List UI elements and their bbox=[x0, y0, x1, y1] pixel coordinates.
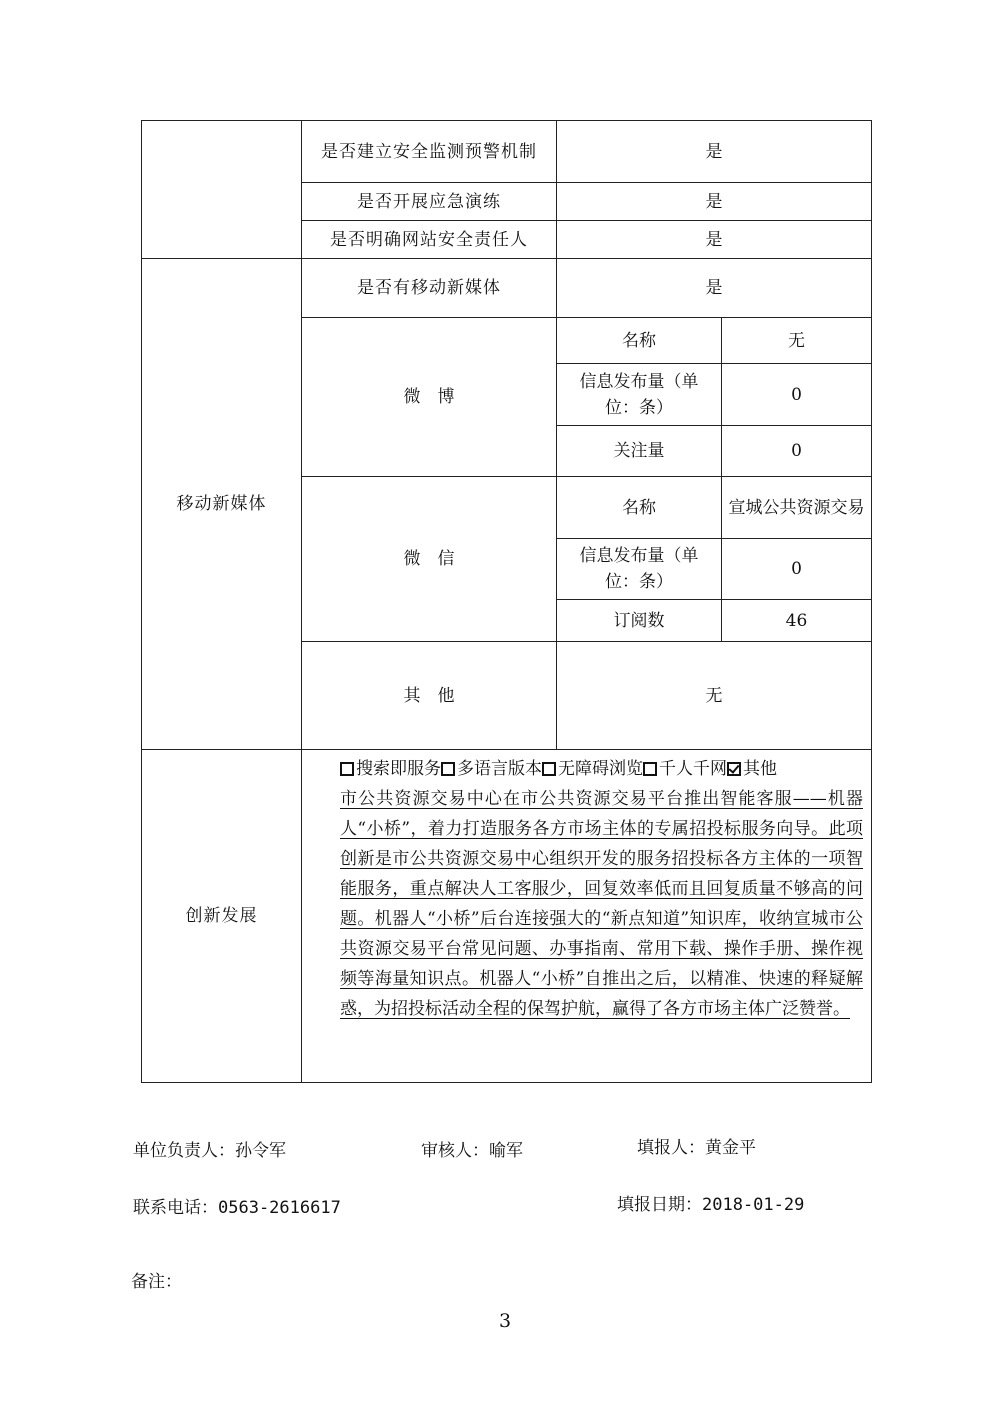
weibo-followers-value: 0 bbox=[722, 426, 872, 477]
other-value: 无 bbox=[557, 642, 872, 750]
report-table bbox=[141, 120, 872, 1083]
wechat-subscribers-label: 订阅数 bbox=[557, 600, 722, 642]
option-personalized[interactable]: 千人千网 bbox=[643, 759, 727, 779]
reviewer: 审核人：喻军 bbox=[421, 1141, 523, 1161]
filler: 填报人：黄金平 bbox=[637, 1138, 756, 1158]
has-media-value: 是 bbox=[557, 259, 872, 318]
table-row bbox=[142, 750, 872, 1083]
responsible-value: 是 bbox=[557, 221, 872, 259]
wechat-subscribers-value: 46 bbox=[722, 600, 872, 642]
weibo-followers-label: 关注量 bbox=[557, 426, 722, 477]
empty-section-cell bbox=[142, 121, 302, 259]
checkbox-icon bbox=[340, 762, 354, 776]
innovation-content bbox=[302, 750, 872, 1083]
page-number: 3 bbox=[498, 1310, 512, 1332]
monitoring-label: 是否建立安全监测预警机制 bbox=[302, 121, 557, 183]
table-row bbox=[142, 121, 872, 183]
checkbox-checked-icon bbox=[727, 762, 741, 776]
weibo-posts-value: 0 bbox=[722, 364, 872, 426]
weibo-posts-label: 信息发布量（单位：条） bbox=[557, 364, 722, 426]
other-label: 其 他 bbox=[302, 642, 557, 750]
report-date: 填报日期：2018-01-29 bbox=[617, 1195, 805, 1215]
weibo-name-value: 无 bbox=[722, 318, 872, 364]
innovation-options bbox=[340, 754, 863, 784]
contact-phone: 联系电话：0563-2616617 bbox=[133, 1198, 341, 1218]
innovation-section-label: 创新发展 bbox=[142, 750, 302, 1083]
monitoring-value: 是 bbox=[557, 121, 872, 183]
mobile-section-label: 移动新媒体 bbox=[142, 259, 302, 750]
remarks-label: 备注： bbox=[131, 1272, 182, 1292]
innovation-description: 市公共资源交易中心在市公共资源交易平台推出智能客服——机器人“小桥”，着力打造服务各方市场主体的专属招投标服务向导。此项创新是市公共资源交易中心组织开发的服务招投标各方主体的一项智能服务，重点解决人工客服少，回复效率低而且回复质量不够高的问题。机器人“小桥”后台连接强大的“新点知道”知识库，收纳宣城市公共资源交易平台常见问题、办事指南、常用下载、操作手册、操作视频等海量知识点。机器人“小桥”自推出之后，以精准、快速的释疑解惑，为招投标活动全程的保驾护航，赢得了各方市场主体广泛赞誉。 bbox=[340, 789, 863, 1019]
weibo-label: 微 博 bbox=[302, 318, 557, 477]
checkbox-icon bbox=[441, 762, 455, 776]
table-row bbox=[142, 259, 872, 318]
wechat-name-label: 名称 bbox=[557, 477, 722, 539]
option-other[interactable]: 其他 bbox=[727, 759, 777, 779]
option-accessibility[interactable]: 无障碍浏览 bbox=[542, 759, 643, 779]
checkbox-icon bbox=[542, 762, 556, 776]
option-multilang[interactable]: 多语言版本 bbox=[441, 759, 542, 779]
drill-value: 是 bbox=[557, 183, 872, 221]
drill-label: 是否开展应急演练 bbox=[302, 183, 557, 221]
checkbox-icon bbox=[643, 762, 657, 776]
weibo-name-label: 名称 bbox=[557, 318, 722, 364]
has-media-label: 是否有移动新媒体 bbox=[302, 259, 557, 318]
option-search[interactable]: 搜索即服务 bbox=[340, 759, 441, 779]
unit-head: 单位负责人：孙令军 bbox=[133, 1141, 286, 1161]
wechat-posts-label: 信息发布量（单位：条） bbox=[557, 539, 722, 600]
responsible-label: 是否明确网站安全责任人 bbox=[302, 221, 557, 259]
wechat-label: 微 信 bbox=[302, 477, 557, 642]
wechat-posts-value: 0 bbox=[722, 539, 872, 600]
wechat-name-value: 宣城公共资源交易 bbox=[722, 477, 872, 539]
